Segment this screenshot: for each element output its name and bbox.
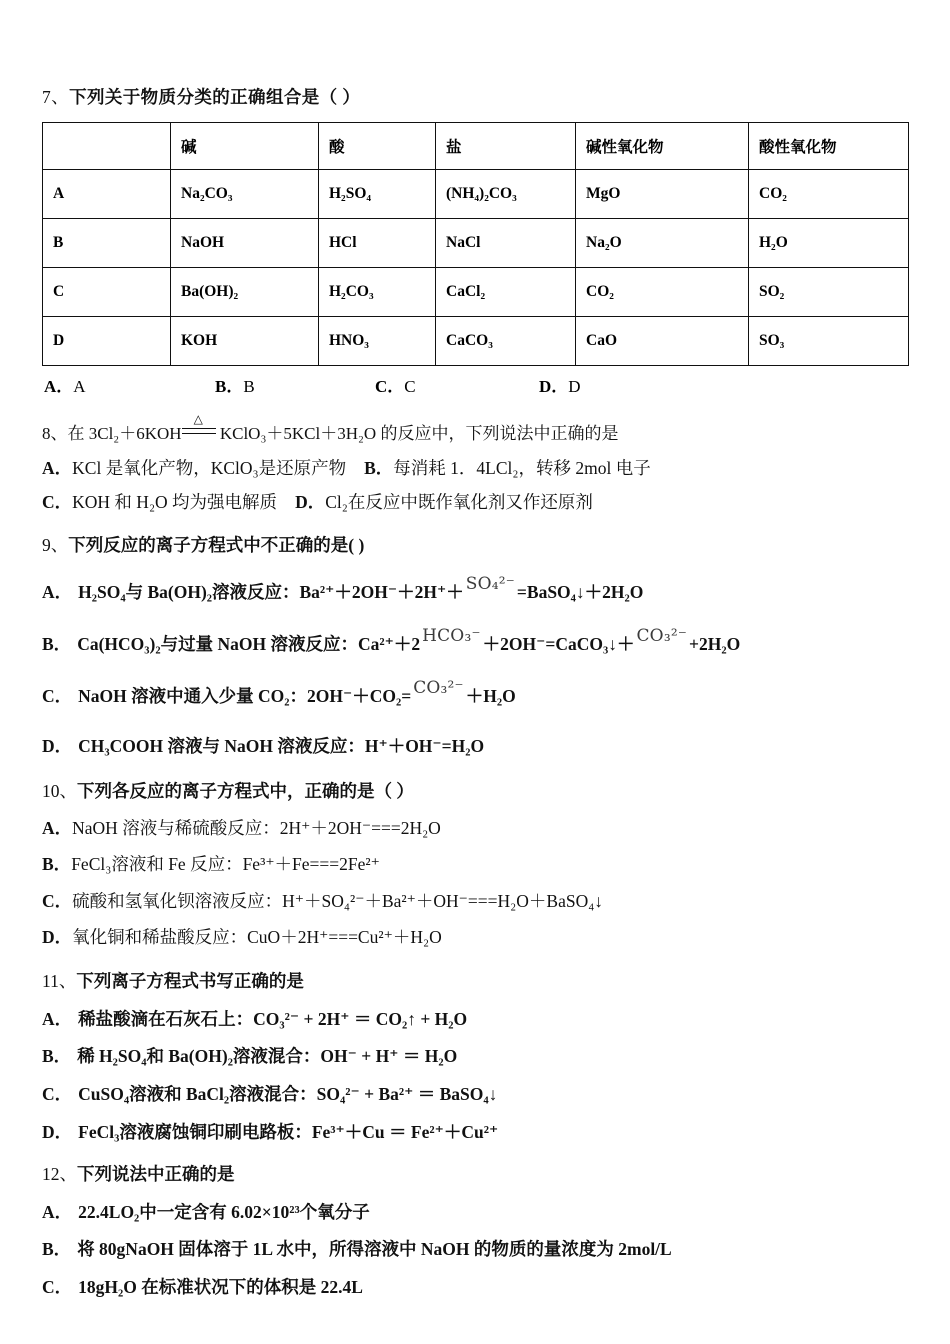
option-text-c: 18gH₂O 在标准状况下的体积是 22.4L	[78, 1277, 363, 1297]
option-text-a: 22.4LO₂中一定含有 6.02×10²³个氧分子	[78, 1201, 370, 1222]
cell-acid: HCl	[319, 218, 436, 267]
option-label-c: C．	[42, 686, 73, 707]
question-9-option-a[interactable]	[42, 574, 908, 605]
cell-acidic-oxide: H₂O	[749, 218, 909, 267]
question-8-stem-before: 在 3Cl₂＋6KOH	[67, 423, 182, 443]
question-7-answer-row	[42, 372, 908, 402]
cell-basic-oxide: Na₂O	[576, 218, 749, 267]
cell-base: NaOH	[171, 218, 319, 267]
option-text-d: Cl₂在反应中既作氧化剂又作还原剂	[325, 492, 593, 513]
option-text-b-post: +2H₂O	[689, 634, 741, 655]
question-11-separator: 、	[58, 971, 77, 991]
answer-label: D．	[539, 376, 569, 396]
cell-acidic-oxide: SO₃	[749, 316, 909, 365]
question-12-option-c[interactable]	[42, 1276, 908, 1300]
ion-carbonate: CO₃²⁻	[413, 678, 464, 699]
table-header-salt: 盐	[436, 122, 576, 169]
answer-value: D	[568, 376, 581, 396]
question-12-separator: 、	[59, 1164, 77, 1185]
table-header-acid: 酸	[319, 122, 436, 169]
answer-value: A	[73, 376, 86, 396]
cell-acid: H₂SO₄	[319, 169, 436, 218]
option-label-c: C．	[42, 492, 73, 513]
question-11-option-c[interactable]	[42, 1083, 908, 1107]
cell-base: Ba(OH)₂	[171, 267, 319, 316]
question-10-stem-text: 下列各反应的离子方程式中，正确的是（ ）	[77, 780, 414, 801]
question-7	[42, 86, 908, 402]
question-8	[42, 411, 908, 515]
option-label-d: D．	[42, 927, 73, 948]
option-text-b-mid: ＋2OH⁻=CaCO₃↓＋	[482, 634, 635, 655]
question-12-number: 12	[42, 1164, 60, 1185]
answer-label: B．	[215, 376, 244, 396]
question-8-number: 8	[42, 423, 51, 443]
question-9	[42, 534, 908, 759]
question-11-option-d[interactable]	[42, 1121, 908, 1145]
question-9-option-c[interactable]	[42, 678, 908, 709]
option-label-d: D．	[295, 492, 326, 513]
option-text-a: NaOH 溶液与稀硫酸反应：2H⁺＋2OH⁻===2H₂O	[72, 817, 441, 838]
question-7-stem	[42, 86, 908, 110]
answer-option-b[interactable]	[215, 372, 255, 397]
option-label-d: D．	[42, 736, 73, 757]
question-12-stem-text: 下列说法中正确的是	[77, 1164, 235, 1185]
question-10-separator: 、	[59, 780, 77, 801]
answer-value: B	[243, 376, 255, 396]
option-label-b: B．	[42, 854, 72, 875]
cell-base: KOH	[171, 316, 319, 365]
answer-value: C	[404, 376, 416, 396]
table-row	[43, 169, 909, 218]
option-text-a-post: =BaSO₄↓＋2H₂O	[516, 582, 644, 603]
cell-acidic-oxide: CO₂	[749, 169, 909, 218]
question-7-stem-text: 下列关于物质分类的正确组合是（ ）	[69, 87, 361, 107]
option-text-a: 稀盐酸滴在石灰石上：CO₃²⁻ + 2H⁺ ＝ CO₂↑ + H₂O	[78, 1008, 468, 1029]
option-label-b: B．	[42, 1239, 72, 1260]
question-8-option-ab[interactable]	[42, 457, 908, 481]
row-label: C	[43, 267, 171, 316]
option-label-c: C．	[42, 1083, 73, 1104]
cell-salt: (NH₄)₂CO₃	[436, 169, 576, 218]
page-content	[42, 86, 908, 1300]
table-header-blank	[43, 122, 171, 169]
table-row	[43, 316, 909, 365]
option-text-b-pre: Ca(HCO₃)₂与过量 NaOH 溶液反应：Ca²⁺＋2	[77, 634, 421, 655]
option-text-c-post: ＋H₂O	[465, 686, 516, 707]
option-label-a: A．	[42, 582, 73, 603]
question-10-number: 10	[42, 780, 60, 801]
option-label-a: A．	[42, 817, 73, 838]
cell-salt: NaCl	[436, 218, 576, 267]
question-10-option-c[interactable]	[42, 890, 908, 914]
table-header-base: 碱	[171, 122, 319, 169]
option-label-c: C．	[42, 1277, 73, 1297]
question-8-stem-after: KClO₃＋5KCl＋3H₂O 的反应中，下列说法中正确的是	[215, 423, 619, 443]
question-7-separator: 、	[51, 87, 70, 107]
option-text-b: 稀 H₂SO₄和 Ba(OH)₂溶液混合：OH⁻ + H⁺ ＝ H₂O	[77, 1046, 458, 1067]
question-9-separator: 、	[50, 534, 69, 555]
row-label: B	[43, 218, 171, 267]
cell-basic-oxide: MgO	[576, 169, 749, 218]
ion-carbonate: CO₃²⁻	[636, 626, 688, 647]
classification-table	[42, 122, 909, 366]
option-label-d: D．	[42, 1121, 73, 1142]
option-label-a: A．	[42, 1201, 73, 1222]
cell-acid: H₂CO₃	[319, 267, 436, 316]
question-11	[42, 970, 908, 1144]
question-10-option-a[interactable]	[42, 817, 908, 841]
question-11-option-a[interactable]	[42, 1008, 908, 1032]
ion-sulfate: SO₄²⁻	[465, 574, 515, 595]
question-8-stem	[42, 411, 908, 446]
answer-label: C．	[375, 376, 405, 396]
option-text-c-pre: NaOH 溶液中通入少量 CO₂：2OH⁻＋CO₂=	[78, 686, 412, 707]
table-row	[43, 267, 909, 316]
answer-option-d[interactable]	[539, 372, 581, 397]
question-10-stem	[42, 780, 908, 804]
table-header-basic-oxide: 碱性氧化物	[576, 122, 749, 169]
cell-base: Na₂CO₃	[171, 169, 319, 218]
option-text-d: CH₃COOH 溶液与 NaOH 溶液反应：H⁺＋OH⁻=H₂O	[78, 736, 485, 757]
question-12-option-a[interactable]	[42, 1201, 908, 1225]
answer-label: A．	[44, 376, 74, 396]
option-label-c: C．	[42, 890, 73, 911]
option-text-a: KCl 是氧化产物，KClO₃是还原产物	[72, 457, 347, 478]
cell-salt: CaCO₃	[436, 316, 576, 365]
table-header-acidic-oxide: 酸性氧化物	[749, 122, 909, 169]
option-label-b: B．	[364, 457, 394, 478]
option-text-d: 氧化铜和稀盐酸反应：CuO＋2H⁺===Cu²⁺＋H₂O	[72, 927, 442, 948]
table-row	[43, 218, 909, 267]
question-10	[42, 780, 908, 950]
triangle-icon: △	[193, 411, 203, 426]
question-10-option-d[interactable]	[42, 926, 908, 950]
option-text-a-pre: H₂SO₄与 Ba(OH)₂溶液反应：Ba²⁺＋2OH⁻＋2H⁺＋	[78, 582, 464, 603]
question-9-option-d[interactable]	[42, 735, 908, 759]
cell-basic-oxide: CO₂	[576, 267, 749, 316]
question-11-stem	[42, 970, 908, 994]
heat-reaction-symbol	[182, 411, 216, 439]
option-label-b: B．	[42, 1046, 72, 1067]
option-text-b: 每消耗 1．4LCl₂，转移 2mol 电子	[393, 457, 651, 478]
question-9-number: 9	[42, 534, 51, 555]
question-8-separator: 、	[50, 423, 68, 443]
row-label: A	[43, 169, 171, 218]
table-header-row	[43, 122, 909, 169]
answer-option-a[interactable]	[44, 372, 86, 397]
question-12-stem	[42, 1163, 908, 1187]
question-12-option-b[interactable]	[42, 1238, 908, 1262]
question-11-stem-text: 下列离子方程式书写正确的是	[76, 971, 304, 991]
option-text-c: 硫酸和氢氧化钡溶液反应：H⁺＋SO₄²⁻＋Ba²⁺＋OH⁻===H₂O＋BaSO₄↓	[72, 890, 604, 911]
cell-acid: HNO₃	[319, 316, 436, 365]
option-text-d: FeCl₃溶液腐蚀铜印刷电路板：Fe³⁺＋Cu ＝ Fe²⁺＋Cu²⁺	[78, 1121, 499, 1142]
option-text-c: CuSO₄溶液和 BaCl₂溶液混合：SO₄²⁻ + Ba²⁺ ＝ BaSO₄↓	[78, 1083, 498, 1104]
question-7-number: 7	[42, 87, 52, 107]
option-label-a: A．	[42, 1008, 73, 1029]
answer-option-c[interactable]	[375, 372, 416, 397]
cell-acidic-oxide: SO₂	[749, 267, 909, 316]
cell-basic-oxide: CaO	[576, 316, 749, 365]
row-label: D	[43, 316, 171, 365]
question-8-option-cd[interactable]	[42, 491, 908, 515]
question-12	[42, 1163, 908, 1300]
question-9-option-b[interactable]	[42, 626, 908, 657]
option-text-b: FeCl₃溶液和 Fe 反应：Fe³⁺＋Fe===2Fe²⁺	[71, 854, 380, 875]
ion-bicarbonate: HCO₃⁻	[422, 626, 481, 647]
option-label-b: B．	[42, 634, 72, 655]
cell-salt: CaCl₂	[436, 267, 576, 316]
question-11-option-b[interactable]	[42, 1045, 908, 1069]
question-9-stem-text: 下列反应的离子方程式中不正确的是( )	[68, 534, 365, 555]
option-text-b: 将 80gNaOH 固体溶于 1L 水中，所得溶液中 NaOH 的物质的量浓度为 2mol/L	[77, 1239, 672, 1260]
question-10-option-b[interactable]	[42, 853, 908, 877]
option-label-a: A．	[42, 457, 73, 478]
option-text-c: KOH 和 H₂O 均为强电解质	[72, 492, 278, 513]
question-9-stem	[42, 534, 908, 558]
question-11-number: 11	[42, 971, 59, 991]
